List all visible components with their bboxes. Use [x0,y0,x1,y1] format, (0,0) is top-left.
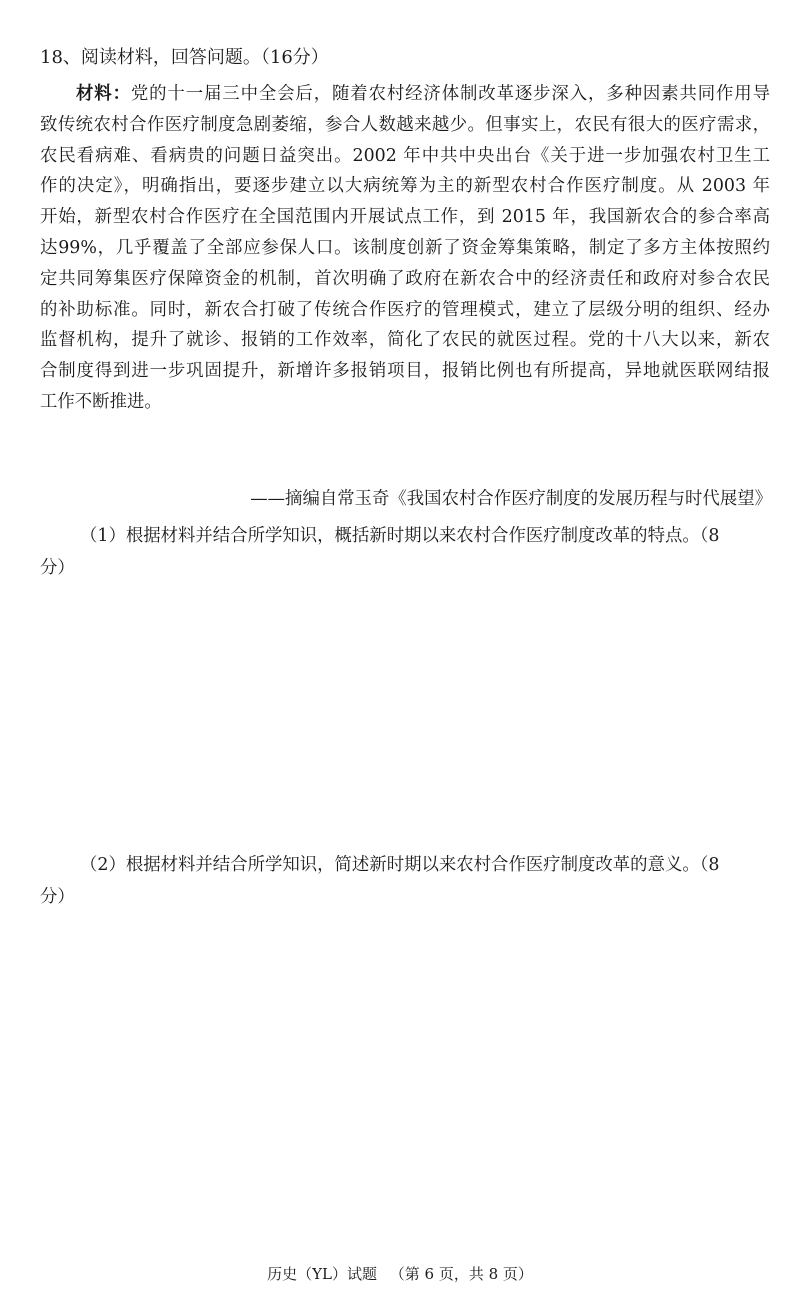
sub-question-2 [40,849,770,913]
material-source: ——摘编自常玉奇《我国农村合作医疗制度的发展历程与时代展望》 [250,489,772,509]
material-line-10: 合制度得到进一步巩固提升，新增许多报销项目，报销比例也有所提高，异地就医联网结报 [40,361,770,382]
material-line-1: 材料：党的十一届三中全会后，随着农村经济体制改革逐步深入，多种因素共同作用导 [76,84,770,104]
material-line-6: 达99%，几乎覆盖了全部应参保人口。该制度创新了资金筹集策略，制定了多方主体按照约 [40,237,770,258]
footer-page-info: （第 6 页，共 8 页） [389,1265,533,1283]
question-title: 18、阅读材料，回答问题。（16分） [40,47,329,68]
sub-question-1-text: （1）根据材料并结合所学知识，概括新时期以来农村合作医疗制度改革的特点。（8 [80,526,720,546]
material-line-11: 工作不断推进。 [40,391,162,412]
sub-question-2-text: （2）根据材料并结合所学知识，简述新时期以来农村合作医疗制度改革的意义。（8 [80,855,720,875]
material-line-9: 监督机构，提升了就诊、报销的工作效率，简化了农民的就医过程。党的十八大以来，新农 [40,330,770,351]
sub-question-1-score: 分） [40,558,75,578]
sub-question-1 [40,520,770,584]
footer-subject: 历史（YL）试题 [267,1265,377,1283]
material-label: 材料： [76,84,131,104]
sub-question-2-score: 分） [40,887,75,907]
material-line-7: 定共同筹集医疗保障资金的机制，首次明确了政府在新农合中的经济责任和政府对参合农民 [40,268,770,289]
material-line-2: 致传统农村合作医疗制度急剧萎缩，参合人数越来越少。但事实上，农民有很大的医疗需求， [40,114,770,135]
material-passage [40,79,770,418]
page-footer [0,1264,800,1284]
material-line-3: 农民看病难、看病贵的问题日益突出。2002 年中共中央出台《关于进一步加强农村卫生工 [40,145,770,166]
material-line-4: 作的决定》，明确指出，要逐步建立以大病统筹为主的新型农村合作医疗制度。从 2003 年 [40,176,770,197]
material-line-8: 的补助标准。同时，新农合打破了传统合作医疗的管理模式，建立了层级分明的组织、经办 [40,299,770,320]
material-line-5: 开始，新型农村合作医疗在全国范围内开展试点工作，到 2015 年，我国新农合的参合率高 [40,207,770,228]
